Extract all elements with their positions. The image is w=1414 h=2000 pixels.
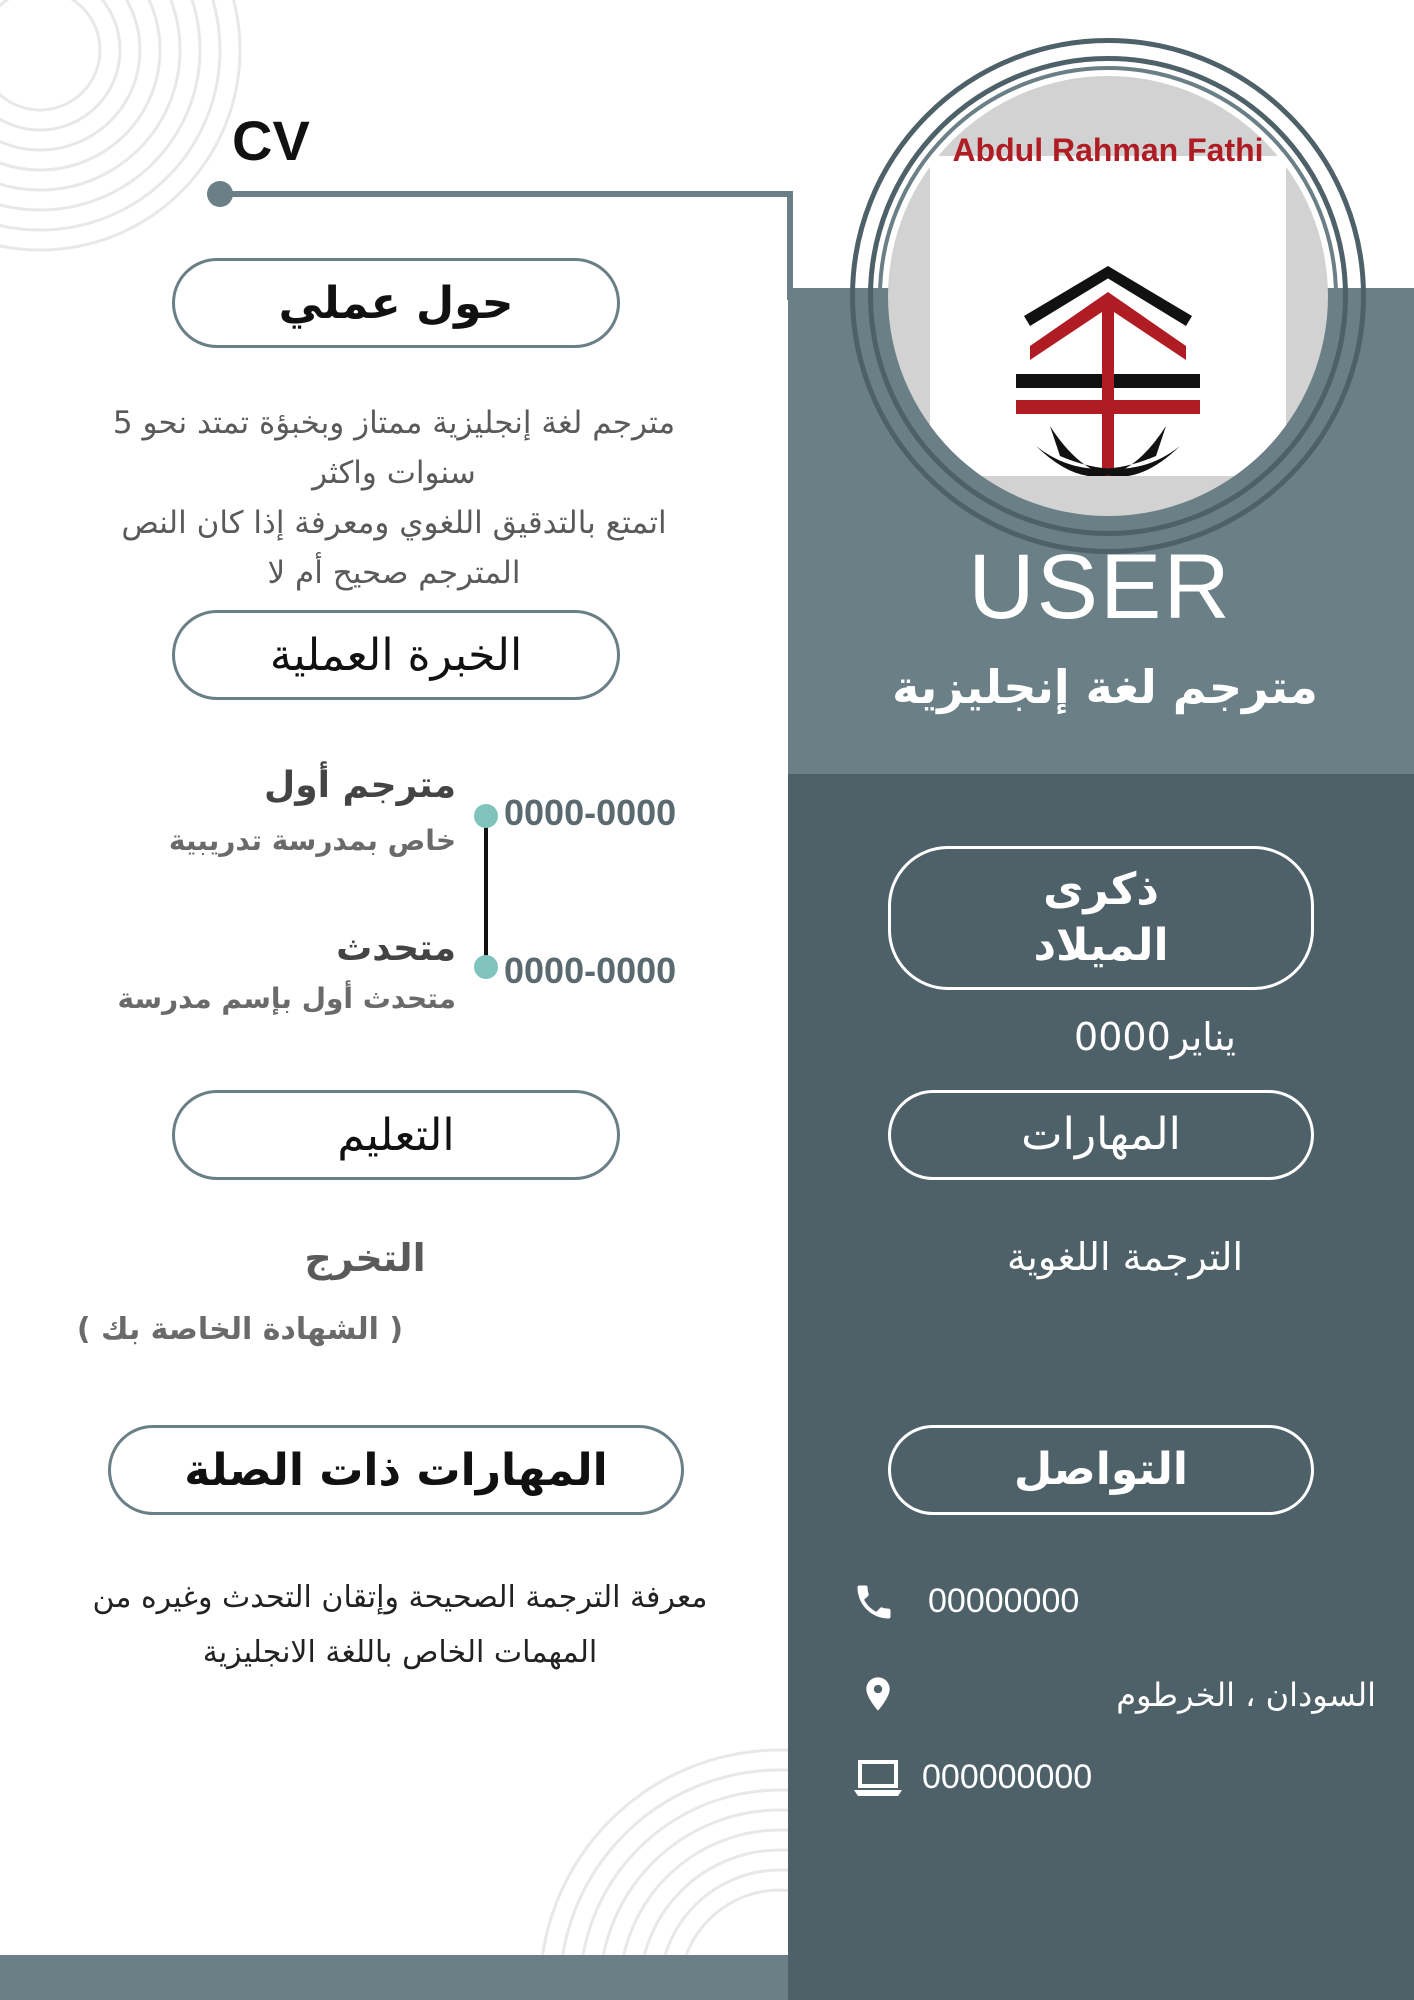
about-line: مترجم لغة إنجليزية ممتاز وبخبؤة تمتد نحو 5 <box>112 405 676 441</box>
birthday-heading-line: ذكرى <box>1043 864 1159 915</box>
logo-card <box>930 156 1286 476</box>
photo-caption: Abdul Rahman Fathi <box>952 132 1264 168</box>
user-name: USER <box>968 536 1232 638</box>
experience-title: مترجم أول <box>263 765 456 806</box>
skill-item: الترجمة اللغوية <box>1006 1235 1244 1279</box>
related-skills-line: معرفة الترجمة الصحيحة وإتقان التحدث وغيره من <box>92 1580 708 1615</box>
birthday-heading-line: الميلاد <box>1033 920 1169 971</box>
laptop-icon <box>852 1756 904 1800</box>
cv-label: CV <box>232 109 310 172</box>
about-line: المترجم صحيح أم لا <box>267 555 521 591</box>
footer-bar <box>0 1955 788 2000</box>
birthday-heading <box>888 846 1314 990</box>
about-heading: حول عملي <box>172 258 620 348</box>
calligraphy-logo <box>930 156 1286 476</box>
experience-subtitle: متحدث أول بإسم مدرسة <box>117 982 456 1015</box>
experience-date: 0000-0000 <box>504 950 677 991</box>
education-subtitle: ( الشهادة الخاصة بك ) <box>76 1312 404 1347</box>
experience-heading: الخبرة العملية <box>172 610 620 700</box>
related-skills-text <box>50 1570 750 1680</box>
birthday-value: يناير0000 <box>1074 1015 1236 1059</box>
related-skills-line: المهمات الخاص باللغة الانجليزية <box>202 1635 598 1670</box>
education-heading: التعليم <box>172 1090 620 1180</box>
timeline-dot <box>474 955 498 979</box>
timeline-line <box>484 815 488 967</box>
cv-connector-line <box>0 0 800 300</box>
user-role: مترجم لغة إنجليزية <box>892 660 1318 714</box>
contact-heading: التواصل <box>888 1425 1314 1515</box>
contact-phone: 00000000 <box>928 1582 1080 1620</box>
about-text <box>70 398 718 598</box>
related-skills-heading: المهارات ذات الصلة <box>108 1425 684 1515</box>
experience-title: متحدث <box>336 928 456 969</box>
location-pin-icon <box>858 1670 898 1718</box>
about-line: اتمتع بالتدقيق اللغوي ومعرفة إذا كان النص <box>121 505 667 541</box>
education-title: التخرج <box>304 1236 426 1280</box>
contact-location: السودان ، الخرطوم <box>1116 1676 1376 1714</box>
about-line: سنوات واكثر <box>312 455 476 491</box>
skills-heading: المهارات <box>888 1090 1314 1180</box>
contact-website: 000000000 <box>922 1758 1093 1796</box>
experience-date: 0000-0000 <box>504 792 677 833</box>
phone-icon <box>852 1580 896 1624</box>
timeline-dot <box>474 804 498 828</box>
experience-subtitle: خاص بمدرسة تدريبية <box>168 824 456 857</box>
profile-photo <box>888 76 1328 516</box>
